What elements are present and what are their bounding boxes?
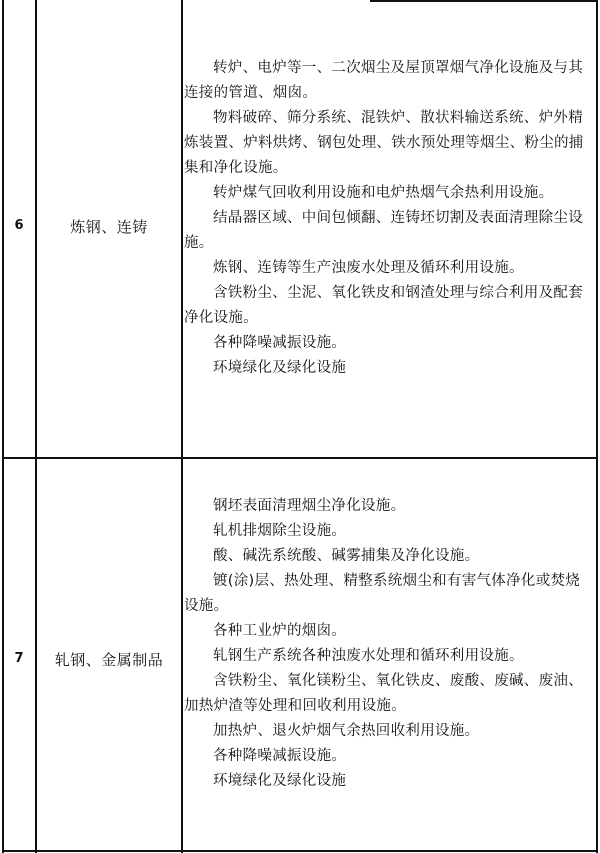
table-border-bottom — [2, 850, 598, 852]
measure-item: 炼钢、连铸等生产浊废水处理及循环利用设施。 — [213, 260, 524, 276]
table-row-divider — [2, 457, 598, 459]
row-category: 轧钢、金属制品 — [54, 651, 164, 669]
measure-item: 各种降噪减振设施。 — [213, 335, 347, 351]
row-measures — [184, 494, 590, 794]
measure-item: 含铁粉尘、氧化镁粉尘、氧化铁皮、废酸、废碱、废油、加热炉渣等处理和回收利用设施。 — [184, 673, 583, 714]
measure-item: 转炉、电炉等一、二次烟尘及屋顶罩烟气净化设施及与其连接的管道、烟囱。 — [184, 60, 583, 101]
table-divider-number — [35, 0, 37, 853]
measure-item: 镀(涂)层、热处理、精整系统烟尘和有害气体净化或焚烧设施。 — [184, 573, 581, 614]
measure-item: 结晶器区域、中间包倾翻、连铸坯切割及表面清理除尘设施。 — [184, 210, 583, 251]
measure-item: 加热炉、退火炉烟气余热回收利用设施。 — [213, 723, 480, 739]
measure-item: 环境绿化及绿化设施 — [213, 773, 347, 789]
row-number: 7 — [14, 651, 24, 666]
measure-item: 环境绿化及绿化设施 — [213, 360, 347, 376]
measure-item: 各种降噪减振设施。 — [213, 748, 347, 764]
table-top-stub — [370, 0, 598, 2]
row-category: 炼钢、连铸 — [70, 218, 148, 236]
table-border-left — [2, 0, 4, 853]
table-border-right — [596, 0, 598, 853]
measure-item: 各种工业炉的烟囱。 — [213, 623, 347, 639]
table-divider-category — [181, 0, 183, 853]
measure-item: 轧钢生产系统各种浊废水处理和循环利用设施。 — [213, 648, 524, 664]
row-measures — [184, 56, 590, 381]
measure-item: 轧机排烟除尘设施。 — [213, 523, 347, 539]
measure-item: 物料破碎、筛分系统、混铁炉、散状料输送系统、炉外精炼装置、炉料烘烤、钢包处理、铁水预处理等烟尘、粉尘的捕集和净化设施。 — [184, 110, 584, 176]
measure-item: 含铁粉尘、尘泥、氧化铁皮和钢渣处理与综合利用及配套净化设施。 — [184, 285, 583, 326]
measure-item: 钢坯表面清理烟尘净化设施。 — [213, 498, 406, 514]
measure-item: 转炉煤气回收利用设施和电炉热烟气余热利用设施。 — [213, 185, 554, 201]
measure-item: 酸、碱洗系统酸、碱雾捕集及净化设施。 — [213, 548, 480, 564]
row-number: 6 — [14, 218, 24, 233]
